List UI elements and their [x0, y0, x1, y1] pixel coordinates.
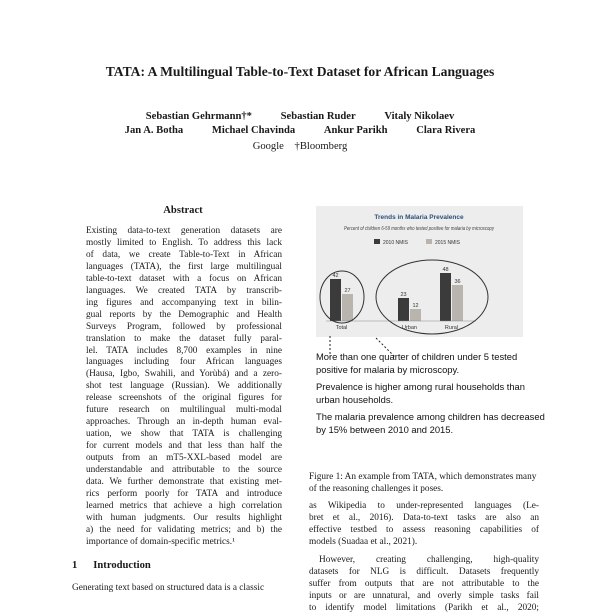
- abstract-line: understandable and attributable to the source: [86, 465, 282, 476]
- abstract-line: translation to make the dataset fully paral-: [86, 333, 282, 344]
- abstract-heading: Abstract: [163, 205, 203, 216]
- abstract-line: ing figures and accompanying text in bilin-: [86, 297, 282, 308]
- author-name: Sebastian Ruder: [280, 111, 356, 122]
- body-line: However, creating challenging, high-quality: [319, 554, 539, 565]
- abstract-line: approaches. Through an in-depth human eval-: [86, 417, 282, 428]
- figure-statement: More than one quarter of children under 5 tested positive for malaria by microscopy.: [316, 351, 518, 375]
- section-heading-introduction: [72, 560, 151, 571]
- bar-value-label: 12: [412, 303, 419, 309]
- abstract-line: release screenshots of the original figures for: [86, 393, 282, 404]
- body-line: effective testbed to assess reasoning capabilities of: [309, 524, 539, 535]
- author-name: Jan A. Botha: [124, 125, 184, 136]
- affiliation: Google: [252, 141, 284, 152]
- abstract-line: learned metrics that achieve a high correlation: [86, 500, 282, 511]
- bar-total-2015: [342, 294, 353, 321]
- author-name: Michael Chavinda: [211, 125, 296, 136]
- author-name: Sebastian Gehrmann†*: [145, 111, 252, 122]
- abstract-line: (Hausa, Igbo, Swahili, and Yorùbá) and a zero-: [86, 369, 282, 380]
- abstract-line: languages (TATA), the first large multilingual: [86, 261, 282, 272]
- abstract-line: for current models and that less than half the: [86, 441, 282, 452]
- legend-swatch: [426, 239, 432, 244]
- figure-statement: Prevalence is higher among rural households than urban households.: [316, 381, 525, 405]
- abstract-line: data. We further demonstrate that existing met-: [86, 477, 282, 488]
- category-label: Rural: [444, 325, 459, 331]
- abstract-line: Surveys Program, followed by professional: [86, 321, 282, 332]
- author-name: Ankur Parikh: [323, 125, 388, 136]
- bar-value-label: 42: [332, 273, 339, 279]
- chart-title: Trends in Malaria Prevalence: [374, 214, 464, 221]
- author-list: [0, 110, 600, 138]
- abstract-line: uation, we show that TATA is challenging: [86, 429, 282, 440]
- section-title: Introduction: [93, 560, 151, 571]
- bar-total-2010: [330, 279, 341, 321]
- abstract-line: rics perform poorly for TATA and introduce: [86, 488, 282, 499]
- body-line: to identify model limitations (Parikh et al., 2020;: [309, 602, 539, 613]
- chart-subtitle: Percent of children 6-59 months who tested positive for malaria by microscopy: [344, 226, 495, 232]
- author-name: Vitaly Nikolaev: [384, 111, 455, 122]
- legend-label: 2015 NMIS: [435, 240, 461, 246]
- bar-value-label: 23: [400, 292, 407, 298]
- affiliation: †Bloomberg: [294, 141, 348, 152]
- author-line-2: [0, 124, 600, 138]
- legend-label: 2010 NMIS: [383, 240, 409, 246]
- abstract-body: [86, 226, 282, 549]
- category-label: Urban: [402, 325, 417, 331]
- author-name: Clara Rivera: [416, 125, 476, 136]
- chart-legend: [374, 239, 461, 246]
- category-label: Total: [335, 325, 348, 331]
- bar-rural-2015: [452, 285, 463, 321]
- abstract-line: a) the need for validating metrics; and b) the: [86, 524, 282, 535]
- right-column-text: [309, 501, 539, 615]
- abstract-line: outputs from an mT5-XXL-based model are: [86, 453, 282, 464]
- legend-swatch: [374, 239, 380, 244]
- body-line: inputs or are unnatural, and overly simple tasks fail: [309, 590, 539, 601]
- body-line: as Wikipedia to under-represented languages (Le-: [309, 501, 539, 511]
- abstract-line: languages including four African languages: [86, 357, 282, 368]
- abstract-line: future research on multilingual multi-modal: [86, 405, 282, 416]
- figure-statements: [316, 350, 546, 440]
- figure-caption: Figure 1: An example from TATA, which demonstrates many of the reasoning challenges it poses.: [309, 472, 537, 494]
- abstract-line: of data, we create Table-to-Text in African: [86, 249, 282, 260]
- body-line: bret et al., 2016). Data-to-text tasks are also an: [309, 512, 539, 523]
- section-number: 1: [72, 560, 78, 571]
- abstract-line: lel. TATA includes 8,700 examples in nine: [86, 345, 282, 356]
- intro-first-line: Generating text based on structured data is a classic: [72, 583, 265, 593]
- body-line: suffer from outputs that are not attributable to the: [309, 578, 539, 589]
- affiliations: [0, 141, 600, 152]
- figure-statement: The malaria prevalence among children has decreased by 15% between 2010 and 2015.: [316, 411, 545, 435]
- abstract-line: table-to-text dataset with a focus on African: [86, 273, 282, 284]
- body-line: models (Suadaa et al., 2021).: [309, 536, 418, 547]
- bar-value-label: 48: [442, 267, 449, 273]
- abstract-line: gual reports by the Demographic and Health: [86, 309, 282, 320]
- abstract-line: Existing data-to-text generation datasets are: [86, 226, 282, 236]
- abstract-line: languages. We created TATA by transcrib-: [86, 285, 282, 296]
- author-line-1: [0, 110, 600, 124]
- bar-value-label: 36: [454, 279, 461, 285]
- paper-title: TATA: A Multilingual Table-to-Text Dataset for African Languages: [105, 64, 495, 79]
- body-line: datasets for NLG is difficult. Datasets frequently: [309, 566, 539, 577]
- bar-value-label: 27: [344, 288, 351, 294]
- bar-rural-2010: [440, 273, 451, 321]
- abstract-line: shot test language (Russian). We additionally: [86, 381, 282, 392]
- abstract-line: mostly limited to English. To address this lack: [86, 237, 282, 248]
- abstract-line: with human judgments. Our results highlight: [86, 512, 282, 523]
- abstract-line: importance of domain-specific metrics.¹: [86, 536, 235, 547]
